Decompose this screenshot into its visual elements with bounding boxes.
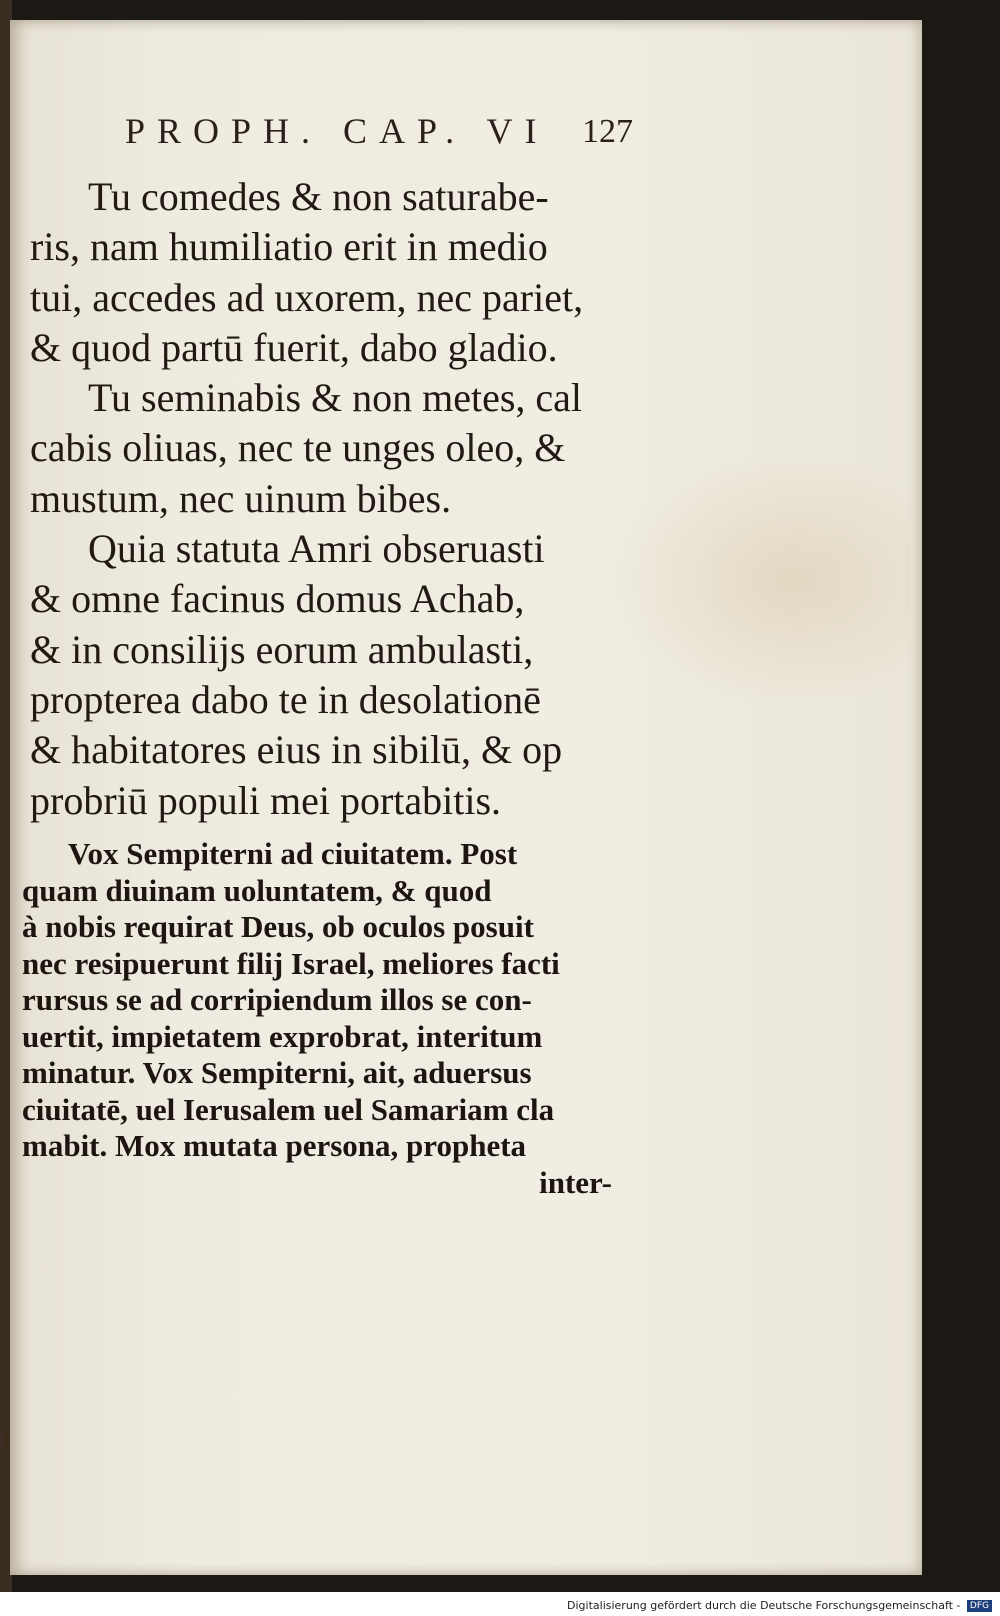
running-header — [125, 110, 645, 160]
commentary-line: rursus se ad corripiendum illos se con- — [22, 982, 532, 1017]
water-stain — [610, 450, 910, 710]
text-line: Tu comedes & non saturabe- — [88, 174, 549, 219]
text-line: cabis oliuas, nec te unges oleo, & — [30, 425, 566, 471]
footer-bar — [0, 1592, 1000, 1616]
catchword: inter- — [539, 1164, 612, 1200]
dfg-logo: DFG — [967, 1600, 992, 1612]
text-line: ris, nam humiliatio erit in medio — [30, 224, 548, 270]
footer-credit-text: Digitalisierung gefördert durch die Deutsche Forschungsgemeinschaft - — [567, 1599, 961, 1612]
text-line: & quod partū fuerit, dabo gladio. — [30, 324, 558, 370]
text-line: propterea dabo te in desolationē — [30, 676, 541, 722]
commentary-line: nec resipuerunt filij Israel, meliores facti — [22, 945, 560, 981]
text-line: & in consilijs eorum ambulasti, — [30, 626, 534, 672]
folio-number: 127 — [582, 113, 633, 150]
text-line: probriū populi mei portabitis. — [30, 777, 502, 823]
main-text-block — [30, 172, 650, 826]
text-line: & omne facinus domus Achab, — [30, 576, 525, 622]
commentary-line: quam diuinam uoluntatem, & quod — [22, 872, 492, 908]
commentary-line: minatur. Vox Sempiterni, ait, aduersus — [22, 1055, 532, 1090]
text-line: mustum, nec uinum bibes. — [30, 475, 452, 521]
footer-credit — [567, 1599, 992, 1612]
text-line: & habitatores eius in sibilū, & op — [30, 727, 563, 773]
commentary-line: ciuitatē, uel Ierusalem uel Samariam cla — [22, 1091, 555, 1127]
commentary-line: uertit, impietatem exprobrat, interitum — [22, 1018, 543, 1054]
commentary-line: mabit. Mox mutata persona, propheta — [22, 1128, 527, 1163]
commentary-line: à nobis requirat Deus, ob oculos posuit — [22, 909, 534, 944]
running-title: PROPH. CAP. VI — [125, 111, 549, 151]
text-line: Quia statuta Amri obseruasti — [88, 526, 545, 572]
commentary-line: Vox Sempiterni ad ciuitatem. Post — [68, 836, 518, 871]
commentary-block — [22, 836, 622, 1201]
text-line: tui, accedes ad uxorem, nec pariet, — [30, 274, 584, 320]
text-line: Tu seminabis & non metes, cal — [88, 375, 583, 421]
margin-mark — [4, 1430, 8, 1452]
